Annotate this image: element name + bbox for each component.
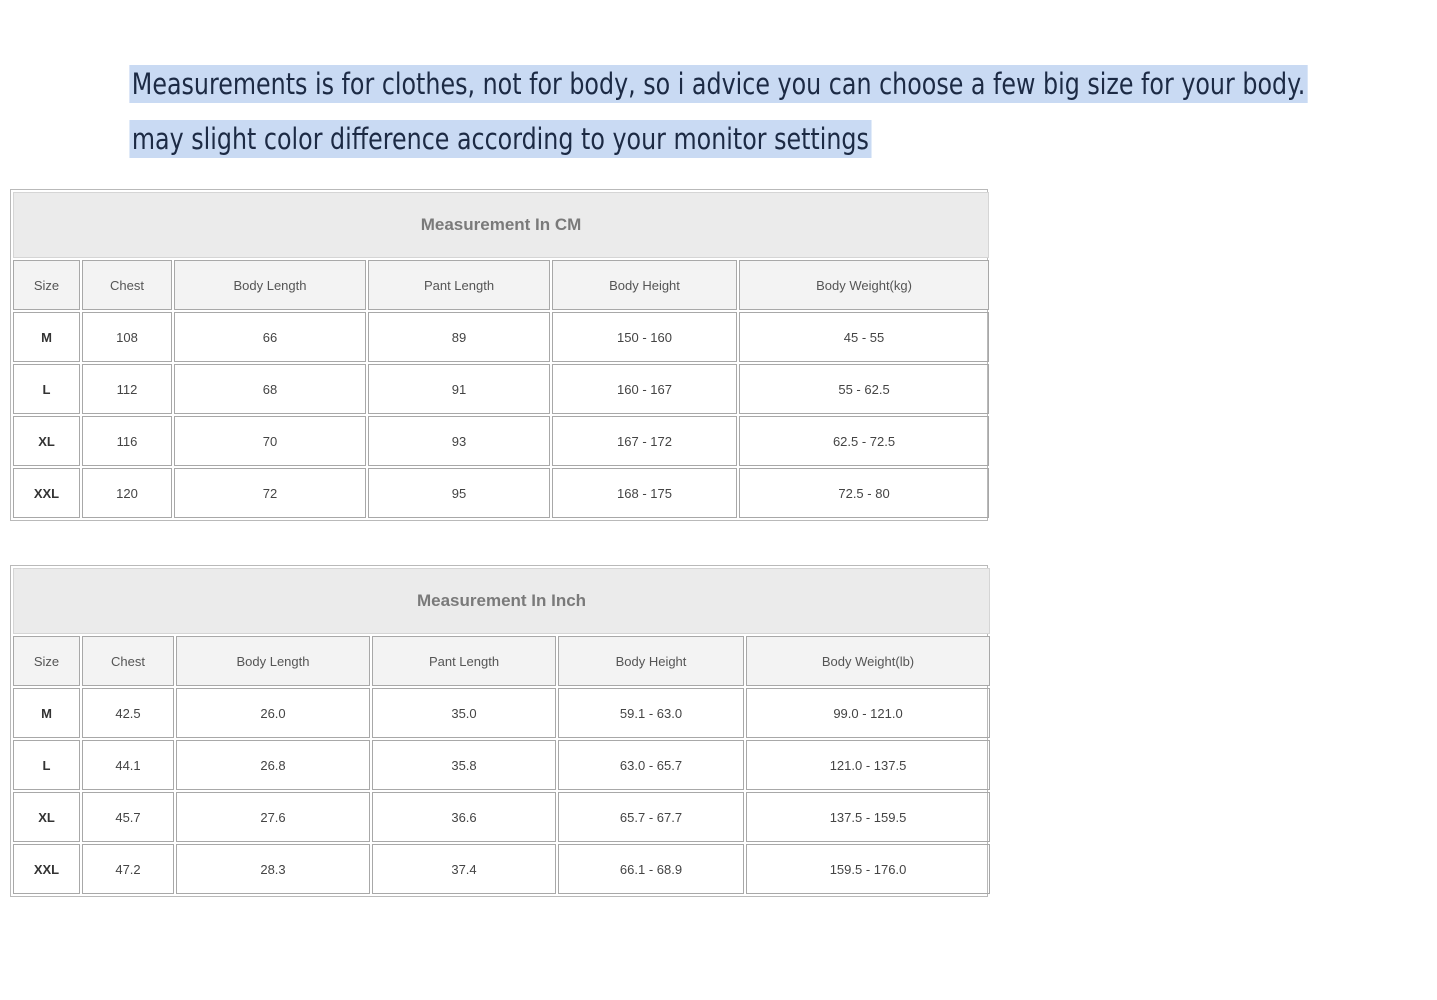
table-cell: 26.0: [176, 688, 370, 738]
table-cell: 89: [368, 312, 550, 362]
size-label-cell: XXL: [13, 844, 80, 894]
column-header: Pant Length: [368, 260, 550, 310]
table-cell: 26.8: [176, 740, 370, 790]
cm-size-table: [11, 190, 991, 520]
column-header: Chest: [82, 636, 174, 686]
notice-line-1: [0, 65, 1306, 103]
notice-line-2: [0, 120, 1000, 158]
table-row: [13, 312, 989, 362]
size-label-cell: XL: [13, 792, 80, 842]
table-cell: 68: [174, 364, 366, 414]
table-cell: 160 - 167: [552, 364, 737, 414]
cm-size-chart: [10, 189, 988, 521]
table-row: [13, 844, 990, 894]
table-row: [13, 688, 990, 738]
table-cell: 37.4: [372, 844, 556, 894]
table-row: [13, 740, 990, 790]
size-label-cell: L: [13, 740, 80, 790]
table-cell: 72: [174, 468, 366, 518]
size-label-cell: M: [13, 688, 80, 738]
table-cell: 120: [82, 468, 172, 518]
table-cell: 108: [82, 312, 172, 362]
table-title-row: [13, 192, 989, 258]
table-cell: 28.3: [176, 844, 370, 894]
table-header-row: [13, 260, 989, 310]
column-header: Body Length: [174, 260, 366, 310]
size-label-cell: XXL: [13, 468, 80, 518]
table-cell: 66: [174, 312, 366, 362]
column-header: Body Height: [558, 636, 744, 686]
table-cell: 35.8: [372, 740, 556, 790]
table-cell: 116: [82, 416, 172, 466]
notice-text-2: may slight color difference according to your monitor settings: [129, 120, 871, 158]
table-row: [13, 468, 989, 518]
table-cell: 35.0: [372, 688, 556, 738]
column-header: Body Weight(lb): [746, 636, 990, 686]
column-header: Chest: [82, 260, 172, 310]
table-cell: 112: [82, 364, 172, 414]
table-cell: 137.5 - 159.5: [746, 792, 990, 842]
column-header: Size: [13, 636, 80, 686]
table-row: [13, 364, 989, 414]
table-cell: 99.0 - 121.0: [746, 688, 990, 738]
table-title: Measurement In CM: [13, 192, 989, 258]
table-cell: 42.5: [82, 688, 174, 738]
table-cell: 63.0 - 65.7: [558, 740, 744, 790]
table-cell: 167 - 172: [552, 416, 737, 466]
table-cell: 62.5 - 72.5: [739, 416, 989, 466]
table-cell: 59.1 - 63.0: [558, 688, 744, 738]
column-header: Body Length: [176, 636, 370, 686]
table-cell: 65.7 - 67.7: [558, 792, 744, 842]
table-cell: 55 - 62.5: [739, 364, 989, 414]
table-cell: 159.5 - 176.0: [746, 844, 990, 894]
inch-size-chart: [10, 565, 988, 897]
table-cell: 91: [368, 364, 550, 414]
table-cell: 72.5 - 80: [739, 468, 989, 518]
table-title-row: [13, 568, 990, 634]
column-header: Size: [13, 260, 80, 310]
table-cell: 121.0 - 137.5: [746, 740, 990, 790]
table-cell: 45 - 55: [739, 312, 989, 362]
table-cell: 27.6: [176, 792, 370, 842]
table-title: Measurement In Inch: [13, 568, 990, 634]
table-row: [13, 792, 990, 842]
column-header: Body Weight(kg): [739, 260, 989, 310]
table-cell: 36.6: [372, 792, 556, 842]
table-cell: 45.7: [82, 792, 174, 842]
notice-text-1: Measurements is for clothes, not for body, so i advice you can choose a few big size for your body.: [129, 65, 1307, 103]
column-header: Body Height: [552, 260, 737, 310]
size-label-cell: M: [13, 312, 80, 362]
table-cell: 70: [174, 416, 366, 466]
table-cell: 93: [368, 416, 550, 466]
inch-size-table: [11, 566, 992, 896]
table-cell: 95: [368, 468, 550, 518]
table-cell: 168 - 175: [552, 468, 737, 518]
size-label-cell: L: [13, 364, 80, 414]
table-cell: 44.1: [82, 740, 174, 790]
table-cell: 150 - 160: [552, 312, 737, 362]
table-cell: 47.2: [82, 844, 174, 894]
table-cell: 66.1 - 68.9: [558, 844, 744, 894]
table-row: [13, 416, 989, 466]
table-header-row: [13, 636, 990, 686]
size-label-cell: XL: [13, 416, 80, 466]
column-header: Pant Length: [372, 636, 556, 686]
